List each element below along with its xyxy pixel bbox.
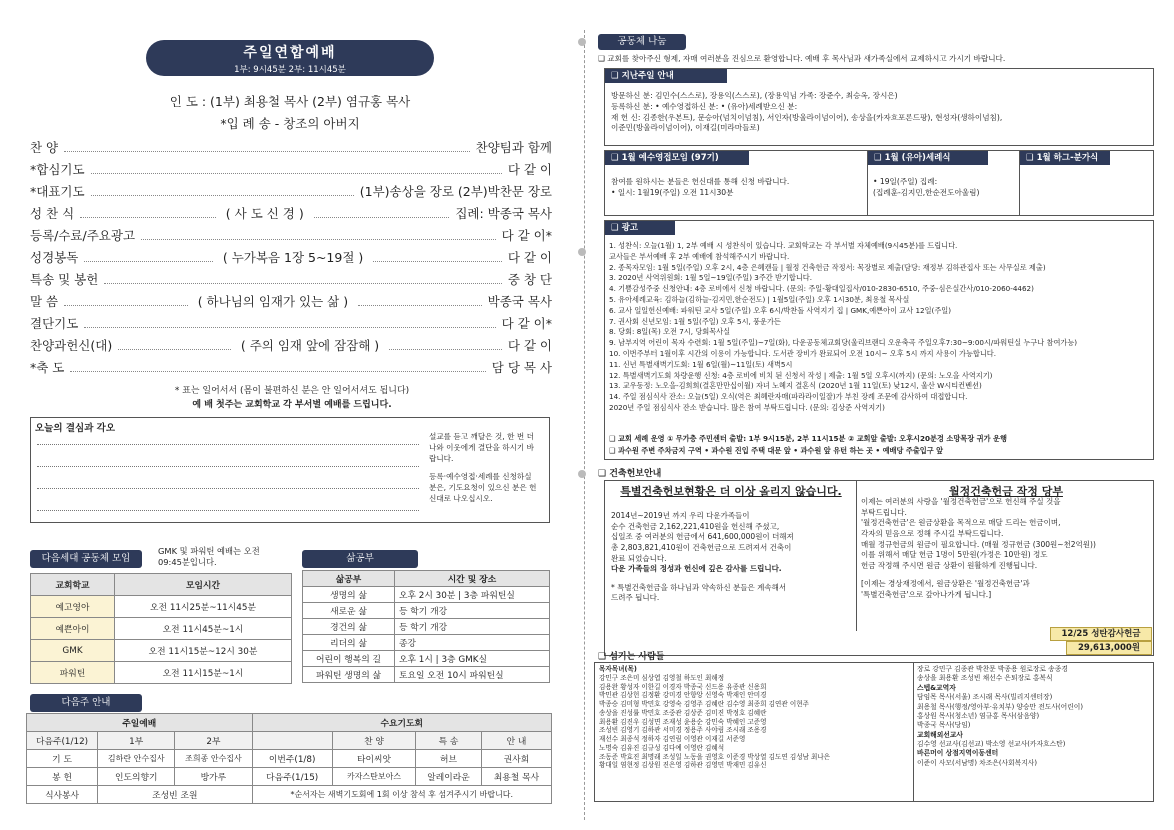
server-line: 송상을 진성률 박민호 조중관 김상준 김미진 박정호 김혜란 xyxy=(599,708,767,717)
notice-item: 7. 권사회 신년모임: 1월 5일(주일) 오후 5시, 풍운가든 xyxy=(609,316,781,326)
nw-cell: 타이씨앗 xyxy=(332,750,415,768)
welcome-text-body: 교회를 찾아주신 형제, 자매 여러분을 진심으로 환영합니다. 예배 후 목사님과 새가족실에서 교제하시고 가시기 바랍니다. xyxy=(607,54,1006,63)
build-right-line: 각자의 믿음으로 정해 주시길 부탁드립니다. xyxy=(861,528,1004,538)
notice-item: 6. 교사 일일헌신예배: 파워틴 교사 5일(주일) 오후 6시/박찬돌 사역지기 집 | GMK,예쁜아이 교사 12일(주일) xyxy=(609,305,952,315)
leader-dots xyxy=(358,297,482,306)
notice-item: 14. 주일 점심식사 잔소: 오늘(5일) 오식(역은 최혜란자매(파라라이일잘)가 부친 장례 조문에 감사하여 대접합니다. xyxy=(609,392,968,402)
server-line: 김수영 선교사(김선교) 박소영 선교사(카자흐스탄) xyxy=(917,740,1066,748)
leader-dots xyxy=(373,253,502,262)
server-line: 김용완 황성자 이한길 이경자 박종국 신드용 유종관 신용희 xyxy=(599,682,767,691)
server-line: 노명숙 김유진 김규성 김다예 이영란 김혜석 xyxy=(599,743,725,752)
build-right-title: 월정건축헌금 작정 당부 xyxy=(949,485,1063,498)
order-row xyxy=(30,290,552,312)
study-cell: 파워틴 생명의 삶 xyxy=(303,667,395,683)
order-person: 다 같 이 xyxy=(507,162,552,177)
nw-cell: 2부 xyxy=(175,732,252,750)
next-gen-note: GMK 및 파워틴 예배는 오전 09:45분입니다. xyxy=(158,546,260,568)
nw-cell: *순서자는 새벽기도회에 1회 이상 참석 후 섬겨주시기 바랍니다. xyxy=(252,786,551,804)
order-label: 성경봉독 xyxy=(30,250,79,265)
order-label: 특송 및 봉헌 xyxy=(30,272,99,287)
order-label: 말 씀 xyxy=(30,294,59,309)
order-person: 다 같 이 xyxy=(507,250,553,265)
build-right-line: '특별건축헌금'으로 갚아나가게 됩니다.] xyxy=(861,590,992,600)
order-row xyxy=(30,356,552,378)
worship-times: 1부: 9시45분 2부: 11시45분 xyxy=(234,65,346,75)
order-label: *대표기도 xyxy=(30,184,85,199)
server-line: 박종국 목사(당임) xyxy=(917,721,971,730)
order-label: 결단기도 xyxy=(30,316,79,331)
study-cell: 종강 xyxy=(395,635,550,651)
server-line: 송상을 최용환 조성빈 채선수 은퇴장로 홍복식 xyxy=(917,674,1053,683)
build-left-line: 순수 건축헌금 2,162,221,410원을 헌신해 주셨고, xyxy=(611,521,780,531)
order-label: *합심기도 xyxy=(30,162,85,177)
leader-dots xyxy=(64,143,469,152)
leader-line: 인 도 : (1부) 최용철 목사 (2부) 염규홍 목사 xyxy=(169,94,411,109)
next-gen-table xyxy=(30,573,292,684)
order-row xyxy=(30,246,552,268)
ng-cell: 오전 11시25분~11시45분 xyxy=(115,596,292,618)
page-fold-divider xyxy=(584,30,585,820)
ng-cell: 예쁜아이 xyxy=(31,618,115,640)
notice-list xyxy=(609,241,1153,414)
server-line: 이준이 사모(서남명) 차조은(사회복지사) xyxy=(917,758,1037,767)
order-row xyxy=(30,224,552,246)
study-table xyxy=(302,570,550,683)
ng-cell: GMK xyxy=(31,640,115,662)
newcomer-lines xyxy=(611,91,1151,134)
nw-cell: 안 내 xyxy=(481,732,551,750)
order-row xyxy=(30,202,552,224)
building-label: ❑ 건축헌보안내 xyxy=(598,469,662,479)
rule-line: ❑ 교회 세례 운영 ① 무가층 주민센터 출발: 1부 9시15분, 2부 11시15분 ② 교회앞 출발: 오후시20분경 소망목장 귀가 운행 xyxy=(609,434,1007,443)
leader-dots xyxy=(389,341,502,350)
server-line: 박종승 김미형 박민호 강영숙 김영주 김혜란 김수영 최종희 김연관 이현주 xyxy=(599,700,809,709)
order-label: 찬 양 xyxy=(30,140,59,155)
study-col-header: 시간 및 장소 xyxy=(395,571,550,587)
build-left-line xyxy=(611,575,851,583)
nw-cell: 최용철 목사 xyxy=(481,768,551,786)
rule-line: ❑ 과수원 주변 주차금지 구역 • 과수원 진입 주택 대문 앞 • 과수원 앞 유턴 하는 곳 • 예배당 주출입구 앞 xyxy=(609,446,944,455)
standing-note: * 표는 일어서서 (몸이 불편하신 분은 안 일어서셔도 됩니다) xyxy=(174,386,410,396)
server-line: 강민구 조은미 심상엽 김영철 하도인 최해정 xyxy=(599,673,725,682)
notice-item: 9. 남부지역 어린이 목자 수련회: 1월 5일(주일)~7일(화), 다운공동체교회당(울리브랜디 오운축곡 주일오후7:30~9:00시/파워틴실 누구나 참여가능) xyxy=(609,338,1078,348)
newcomer-line: 방문하신 분: 김민수(스스로), 장용익(스스로), (장용익님 가족: 장준수, 최승옥, 장시은) xyxy=(611,91,898,100)
nw-cell: 조희종 안수집사 xyxy=(175,750,252,768)
nw-wed-header: 수요기도회 xyxy=(252,714,551,732)
community-label: 공동체 나눔 xyxy=(598,34,686,50)
build-left-line: * 특별건축헌금을 하나님과 약속하신 분들은 계속해서 xyxy=(611,582,787,592)
order-person: 다 같 이 xyxy=(507,338,553,353)
fold-dot xyxy=(578,38,586,46)
ng-col-header: 모임시간 xyxy=(115,574,292,596)
newcomer-header: ❑ 지난주일 안내 xyxy=(605,69,727,83)
fold-dot xyxy=(578,470,586,478)
order-person: 다 같 이* xyxy=(501,316,552,331)
jesus-line: • 일시: 1월19(주일) 오전 11시30분 xyxy=(611,187,734,197)
nw-cell: 알레이라운 xyxy=(416,768,482,786)
jesus-header-text: 1월 예수영접모임 (97기) xyxy=(621,153,719,163)
nw-cell: 권사회 xyxy=(481,750,551,768)
nw-cell: 기 도 xyxy=(27,750,98,768)
build-left-line: 드려주 됩니다. xyxy=(611,593,660,603)
order-label: 성 찬 식 xyxy=(30,206,75,221)
next-gen-label: 다음세대 공동체 모임 xyxy=(30,550,142,568)
leader-dots xyxy=(141,231,496,240)
leader-dots xyxy=(91,165,502,174)
christmas-offering-label: 12/25 성탄감사헌금 xyxy=(1050,627,1152,641)
study-col-header: 삶공부 xyxy=(303,571,395,587)
order-detail: ( 사 도 신 경 ) xyxy=(225,206,304,221)
ng-col-header: 교회학교 xyxy=(31,574,115,596)
rest-header: ❑ 1월 하그-분가식 xyxy=(1020,151,1110,165)
order-person: (1부)송상을 장로 (2부)박찬문 장로 xyxy=(359,184,552,199)
order-label: *축 도 xyxy=(30,360,65,375)
order-person: 집례: 박종국 목사 xyxy=(455,206,553,221)
server-line: 재선수 최종석 정하자 김연림 이영관 이재길 서준영 xyxy=(599,735,746,744)
study-cell: 등 학기 개강 xyxy=(395,619,550,635)
order-row xyxy=(30,268,552,290)
server-line: 장로 강민구 김종관 박찬문 박종용 원로장로 송종경 xyxy=(917,665,1068,673)
notice-item: 5. 유아세례교육: 김하늘(김하늘-김지민,한순전도) | 1월5일(주일) 오후 1시30분, 최용철 목사실 xyxy=(609,294,910,304)
study-cell: 오후 2시 30분 | 3층 파워틴실 xyxy=(395,587,550,603)
build-right-line: 매월 정규헌금의 원금이 필요합니다. (매월 정규헌금 (300원~천2억원)) xyxy=(861,539,1096,549)
nw-cell: 특 송 xyxy=(416,732,482,750)
nw-cell: 카자스탄보아스 xyxy=(332,768,415,786)
leader-dots xyxy=(118,341,231,350)
leader-dots xyxy=(91,187,354,196)
server-line: 스텝&교역자 xyxy=(917,683,956,692)
order-detail: ( 하나님의 임재가 있는 삶 ) xyxy=(197,294,349,309)
notice-item: 3. 2020년 사역위원회: 1월 5일~19일(주일) 3주간 받기합니다. xyxy=(609,273,813,283)
jesus-header: ❑ 1월 예수영접모임 (97기) xyxy=(605,151,749,165)
next-week-label: 다음주 안내 xyxy=(30,694,142,712)
server-line: 바른머이 상점지역이동센터 xyxy=(917,749,999,758)
notice-item: 12. 특별새벽기도회 차량운행 신청: 4층 로비에 비치 된 신청서 작성 | 제출: 1월 5일 오후시(까지) (문의: 노오을 사역지기) xyxy=(609,370,993,380)
january-events-box xyxy=(604,150,1154,216)
order-label: 찬양과헌신(대) xyxy=(30,338,113,353)
server-line: 황대일 염현정 김상원 진은영 김하관 김영민 박재민 김유신 xyxy=(599,761,767,770)
nw-cell: 방가루 xyxy=(175,768,252,786)
server-line: 목자목녀(목) xyxy=(599,665,637,673)
leader-dots xyxy=(84,253,213,262)
notice-item: 8. 당회: 8일(목) 오전 7시, 당회목사실 xyxy=(609,327,731,337)
notice-item: 4. 기쁨감성주중 신청안내: 4층 로비에서 신청 바랍니다. (문의: 주일-황대일집사/010-2830-6510, 주중-심은실간사/010-2060-4462) xyxy=(609,284,1034,294)
server-line: 박민관 김상헌 김정환 강미경 안향앙 신영숙 박재인 안미경 xyxy=(599,691,767,700)
nw-cell: 찬 양 xyxy=(332,732,415,750)
server-line: 담임목 목사(서울) 조시래 목사(빌리지센터장) xyxy=(917,693,1053,702)
study-cell: 어린이 행복의 길 xyxy=(303,651,395,667)
ng-cell: 파워틴 xyxy=(31,662,115,684)
study-cell: 토요일 오전 10시 파워틴실 xyxy=(395,667,550,683)
leader-dots xyxy=(104,275,501,284)
build-left-line: 다운 가족들의 정성과 헌신에 깊은 감사를 드립니다. xyxy=(611,564,782,574)
build-right-body xyxy=(861,497,1151,601)
leader-dots xyxy=(80,209,216,218)
order-row xyxy=(30,312,552,334)
build-right-line: 이를 위해서 매달 헌금 1명이 5만원(가정은 10만원) 정도 xyxy=(861,550,1048,560)
build-right-line: 부탁드립니다. xyxy=(861,507,907,517)
baptism-line: • 19일(주일) 집례: xyxy=(873,177,938,186)
servers-left xyxy=(599,665,907,770)
order-person: 중 창 단 xyxy=(507,272,552,287)
study-label: 삶공부 xyxy=(302,550,418,568)
order-detail: ( 누가복음 1장 5~19절 ) xyxy=(222,250,364,265)
baptism-lines xyxy=(873,177,1013,199)
study-cell: 등 학기 개강 xyxy=(395,603,550,619)
order-row xyxy=(30,136,552,158)
leader-dots xyxy=(84,319,495,328)
notice-item: 13. 교우동정: 노오을-김희희(결혼만만십이월) 자녀 노혜지 결혼식 (2020년 1월 11일(토) 낮12시, 울산 W시티컨벤션) xyxy=(609,381,982,391)
newcomer-line: 등록하신 분: • 예수영접하신 분: • (유아)세례받으신 분: xyxy=(611,101,798,111)
servers-label: ❑ 섬기는 사람들 xyxy=(598,652,665,662)
leader-dots xyxy=(314,209,450,218)
nw-cell: 인도의향기 xyxy=(98,768,175,786)
worship-title-pill xyxy=(146,40,434,76)
servers-right xyxy=(917,665,1149,768)
order-person: 찬양팀과 함께 xyxy=(475,140,552,155)
ng-cell: 오전 11시15분~12시 30분 xyxy=(115,640,292,662)
leader-dots xyxy=(70,363,485,372)
order-label: 등록/수료/주요광고 xyxy=(30,228,136,243)
notice-item: 2020년 주일 점심식사 잔소 받습니다. 많은 참여 부탁드립니다. (문의: 김상준 사역지기) xyxy=(609,402,885,412)
nw-cell xyxy=(252,732,332,750)
order-person: 박종국 목사 xyxy=(487,294,553,309)
notice-item: 10. 이번주부터 1월이후 시간의 이용이 가능합니다. 도서관 장비가 완료되어 오전 10시~ 오후 5시 까지 사용이 가능합니다. xyxy=(609,348,997,358)
baptism-header-text: 1월 (유아)세례식 xyxy=(884,153,951,163)
first-week-note: 예 배 첫주는 교회학교 각 부서별 예배를 드립니다. xyxy=(192,400,392,410)
build-right-line: 헌금 작정해 주시면 원금 상환이 원활하게 진행됩니다. xyxy=(861,560,1038,570)
ng-cell: 예고영아 xyxy=(31,596,115,618)
build-left-body xyxy=(611,511,851,604)
christmas-offering-amount: 29,613,000원 xyxy=(1066,641,1152,655)
newcomer-header-text: 지난주일 안내 xyxy=(621,71,674,81)
notice-header: ❑ 광고 xyxy=(605,221,675,235)
notice-item: 2. 종목자모임: 1월 5일(주일) 오후 2시, 4층 은혜캔들 | 월정 건축헌금 작정서: 목장별로 제출(담당: 재정부 김하관집사 또는 사무실로 제출) xyxy=(609,262,1046,272)
server-line: 홍상원 목사(청소년) 염규홍 목사(삼음양) xyxy=(917,711,1040,720)
nw-cell: 1부 xyxy=(98,732,175,750)
servers-label-text: 섬기는 사람들 xyxy=(609,652,665,662)
rest-header-text: 1월 하그-분가식 xyxy=(1036,153,1099,163)
notice-header-text: 광고 xyxy=(621,223,639,233)
order-person: 다 같 이* xyxy=(501,228,552,243)
server-line: 교회해외선교사 xyxy=(917,730,963,739)
resolution-box xyxy=(30,417,550,523)
baptism-header: ❑ 1월 (유아)세례식 xyxy=(868,151,988,165)
build-left-line: 십일조 중 여러분의 헌금에서 641,600,000원이 더해져 xyxy=(611,532,794,542)
study-cell: 새로운 삶 xyxy=(303,603,395,619)
nw-cell: 봉 헌 xyxy=(27,768,98,786)
ng-cell: 오전 11시45분~1시 xyxy=(115,618,292,640)
server-line: 최용환 김진우 김성면 조재성 윤용순 강민숙 박혜인 고준영 xyxy=(599,717,767,726)
leader-dots xyxy=(64,297,188,306)
nw-cell: 김하란 안수집사 xyxy=(98,750,175,768)
nw-cell: 다음주(1/15) xyxy=(252,768,332,786)
study-cell: 생명의 삶 xyxy=(303,587,395,603)
server-line: 최용철 목사(행정/영아부·유치부) 양승만 전도사(어린이) xyxy=(917,702,1083,711)
order-row xyxy=(30,180,552,202)
resolution-bullet: 설교를 듣고 깨달은 것, 한 번 더 나와 이웃에게 결단을 하시기 바랍니다. xyxy=(429,432,535,463)
server-line: 조성빈 김영기 김하관 서미경 정용주 사야림 조시래 조용경 xyxy=(599,726,767,735)
nw-cell: 이번주(1/8) xyxy=(252,750,332,768)
order-row xyxy=(30,158,552,180)
notice-item: 11. 신년 특별새벽기도회: 1월 6일(월)~11일(토) 새벽5시 xyxy=(609,359,793,369)
newcomer-line: 이준민(방울라이넘이어), 이재길(미라마들로) xyxy=(611,123,760,133)
build-left-line: 2014년~2019년 까지 우리 다운가족들이 xyxy=(611,511,750,520)
build-right-line: [이제는 경상재정에서, 원금상환은 '월정건축헌금'과 xyxy=(861,579,1030,589)
servers-box xyxy=(594,662,1154,802)
newcomer-box xyxy=(604,68,1154,146)
notice-item: 1. 성찬식: 오늘(1월) 1, 2부 예배 시 성찬식이 있습니다. 교회학교는 각 부서별 자체예배(9시45분)를 드립니다. xyxy=(609,241,958,250)
fold-dot xyxy=(578,248,586,256)
welcome-text: ❑ 교회를 찾아주신 형제, 자매 여러분을 진심으로 환영합니다. 예배 후 목사님과 새가족실에서 교제하시고 가시기 바랍니다. xyxy=(598,54,1006,63)
resolution-bullet: 등록·예수영접·세례를 신청하실 분은, 기도요청이 있으신 분은 헌신대로 나오십시오. xyxy=(429,472,537,503)
order-person: 담 당 목 사 xyxy=(491,360,552,375)
server-line: 조동준 박효진 최명래 조성일 노동을 권영호 이준경 박상열 김도연 김성남 최나은 xyxy=(599,752,831,761)
nw-cell: 조성빈 조원 xyxy=(98,786,252,804)
study-cell: 오후 1시 | 3층 GMK실 xyxy=(395,651,550,667)
nw-cell: 식사봉사 xyxy=(27,786,98,804)
nw-cell: 허브 xyxy=(416,750,482,768)
order-row xyxy=(30,334,552,356)
newcomer-line: 재 헌 신: 김종한(우본트), 문승아(넘치이넘침), 서인자(방울라이넘이어), 송상을(카자흐포론드팡), 현성자(생하이넘침), xyxy=(611,112,1003,122)
build-right-line: '월정건축헌금'은 원금상환을 목적으로 매달 드리는 헌금이며, xyxy=(861,518,1061,528)
order-detail: ( 주의 임재 앞에 잠잠해 ) xyxy=(240,338,380,353)
build-left-line: 총 2,803,821,410원이 건축헌금으로 드려져서 건축이 xyxy=(611,542,792,552)
next-week-table xyxy=(26,713,552,804)
ng-cell: 오전 11시15분~1시 xyxy=(115,662,292,684)
build-right-line: 이제는 여러분의 사랑을 '월정건축헌금'으로 헌신해 주실 것을 xyxy=(861,497,1061,506)
notices-box xyxy=(604,220,1154,460)
building-label-text: 건축헌보안내 xyxy=(609,469,662,479)
jesus-lines xyxy=(611,177,861,199)
worship-title: 주일연합예배 xyxy=(243,45,337,61)
baptism-line: (집례훈-김지민,한순전도아울림) xyxy=(873,187,980,197)
study-cell: 경건의 삶 xyxy=(303,619,395,635)
study-cell: 리더의 삶 xyxy=(303,635,395,651)
build-left-title: 특별건축헌보현황은 더 이상 올리지 않습니다. xyxy=(620,485,842,498)
jesus-line: 참여를 원하시는 분들은 헌신대를 통해 신청 바랍니다. xyxy=(611,177,790,186)
entrance-hymn: *입 례 송 - 창조의 아버지 xyxy=(220,116,360,131)
build-left-line: 완료 되었습니다. xyxy=(611,553,667,563)
resolution-title: 오늘의 결심과 각오 xyxy=(35,423,116,434)
nw-cell: 다음주(1/12) xyxy=(27,732,98,750)
nw-sunday-header: 주일예배 xyxy=(27,714,253,732)
notice-item: 교사들은 부서예배 후 2부 예배에 참석해주시기 바랍니다. xyxy=(609,251,790,261)
